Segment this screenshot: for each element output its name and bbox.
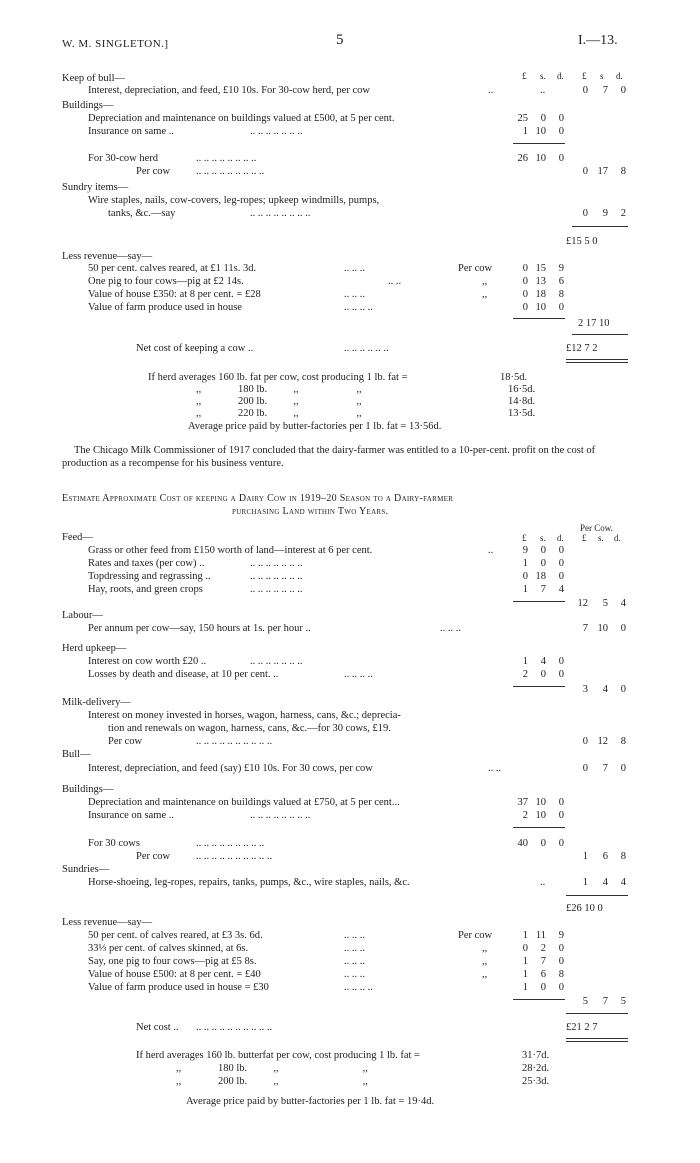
total-rule	[572, 334, 628, 335]
leader-dots: .. .. .. .. .. .. .. .. .. ..	[196, 736, 273, 747]
amount-shillings: 12	[597, 736, 608, 747]
col-head-shillings: s.	[540, 71, 546, 81]
commission-paragraph: The Chicago Milk Commissioner of 1917 concluded that the dairy-farmer was entitled to a 10-per-cent. profit on the cost of production as a recompense for his business venture.	[62, 445, 596, 469]
fat-cost-value: 13·5d.	[508, 408, 536, 419]
leader-dots: ..	[488, 545, 494, 556]
herd-upkeep-heading: Herd upkeep—	[62, 643, 127, 654]
feed-item: Hay, roots, and green crops	[88, 584, 203, 595]
col-head-pound: £	[522, 533, 527, 543]
total-rule	[566, 895, 628, 896]
double-rule	[566, 1038, 628, 1039]
revenue-item: Value of farm produce used in house = £30	[88, 982, 269, 993]
amount-pounds: 1	[522, 558, 528, 569]
leader-dots: .. .. .. ..	[344, 669, 373, 680]
amount-pounds: 0	[522, 302, 528, 313]
average-price-line: Average price paid by butter-factories per 1 lb. fat = 19·4d.	[186, 1096, 435, 1107]
amount-pounds: 0	[582, 763, 588, 774]
amount-shillings: 10	[597, 623, 608, 634]
sundries-line: Horse-shoeing, leg-ropes, repairs, tanks, pumps, &c., wire staples, nails, &c.	[88, 877, 410, 888]
subtotal-rule	[513, 827, 565, 828]
feed-heading: Feed—	[62, 532, 93, 543]
amount-shillings: 10	[535, 810, 546, 821]
amount-pence: 8	[558, 969, 564, 980]
amount-pence: 0	[558, 545, 564, 556]
labour-line: Per annum per cow—say, 150 hours at 1s. per hour ..	[88, 623, 311, 634]
revenue-basis: Per cow	[458, 263, 493, 274]
gross-total: £15 5 0	[566, 236, 598, 247]
col-head-pound-2: £	[582, 533, 587, 543]
fat-cost-value: 31·7d.	[522, 1050, 550, 1061]
amount-shillings: 0	[540, 113, 546, 124]
amount-pence: 9	[558, 263, 564, 274]
buildings-heading: Buildings—	[62, 784, 114, 795]
amount-pence: 0	[558, 126, 564, 137]
col-head-pound-2: £	[582, 71, 587, 81]
bull-heading: Bull—	[62, 749, 91, 760]
amount-pounds: 1	[582, 851, 588, 862]
labour-heading: Labour—	[62, 610, 103, 621]
amount-pence: 0	[558, 113, 564, 124]
amount-pence: 8	[620, 166, 626, 177]
insurance-line: Insurance on same ..	[88, 126, 175, 137]
less-revenue-heading: Less revenue—say—	[62, 917, 153, 928]
amount-pounds: 1	[522, 126, 528, 137]
amount-shillings: 10	[535, 302, 546, 313]
estimate-title-line-2: purchasing Land within Two Years.	[232, 506, 389, 517]
leader-dots: .. .. .. .. .. .. .. .. ..	[196, 166, 265, 177]
amount-pence: 0	[558, 810, 564, 821]
amount-pounds: 1	[582, 877, 588, 888]
amount-pounds: 0	[522, 943, 528, 954]
revenue-item: 50 per cent. calves reared, at £1 11s. 3d.	[88, 263, 257, 274]
amount-shillings: 4	[602, 877, 608, 888]
amount-shillings: 6	[602, 851, 608, 862]
buildings-item: Insurance on same ..	[88, 810, 175, 821]
feed-item: Rates and taxes (per cow) ..	[88, 558, 205, 569]
leader-dots: .. .. .. .. .. .. .. ..	[196, 153, 257, 164]
col-head-pence-2: d.	[614, 533, 621, 543]
amount-pence: 0	[558, 797, 564, 808]
col-head-shillings: s.	[540, 533, 546, 543]
amount-pounds: 0	[522, 571, 528, 582]
buildings-heading: Buildings—	[62, 100, 114, 111]
amount-pounds: 37	[517, 797, 528, 808]
per-cow-line: Per cow	[136, 166, 171, 177]
fat-cost-row: ,, 220 lb. ,, ,,	[196, 408, 362, 419]
fat-cost-value: 16·5d.	[508, 384, 536, 395]
buildings-item: Depreciation and maintenance on buildings valued at £750, at 5 per cent...	[88, 797, 400, 808]
net-cost-total: £12 7 2	[566, 343, 598, 354]
subtotal-rule	[513, 601, 565, 602]
amount-shillings: 4	[602, 684, 608, 695]
net-cost-line: Net cost ..	[136, 1022, 179, 1033]
double-rule	[566, 1041, 628, 1042]
leader-dots: .. .. ..	[344, 956, 365, 967]
herd-upkeep-item: Interest on cow worth £20 ..	[88, 656, 207, 667]
amount-pounds: 1	[522, 969, 528, 980]
revenue-basis: ,,	[482, 956, 488, 967]
amount-shillings: 7	[540, 956, 546, 967]
amount-pounds: 0	[522, 263, 528, 274]
leader-dots: .. .. .. .. .. .. .. .. .. ..	[196, 851, 273, 862]
amount-shillings: 0	[540, 982, 546, 993]
leader-dots: .. .. ..	[344, 969, 365, 980]
col-head-pence: d.	[557, 533, 564, 543]
amount-shillings: 7	[602, 85, 608, 96]
amount-pence: 0	[558, 982, 564, 993]
amount-shillings: 6	[540, 969, 546, 980]
double-rule	[566, 359, 628, 360]
col-head-shillings-2: s	[600, 71, 604, 81]
revenue-basis: ,,	[482, 276, 488, 287]
amount-pence: 2	[620, 208, 626, 219]
amount-pounds: 0	[582, 85, 588, 96]
col-head-pound: £	[522, 71, 527, 81]
leader-dots: .. .. .. .. .. .. .. ..	[250, 208, 311, 219]
revenue-basis: ,,	[482, 969, 488, 980]
amount-pence: 5	[620, 996, 626, 1007]
net-cost-line: Net cost of keeping a cow ..	[136, 343, 254, 354]
amount-pounds: 0	[522, 289, 528, 300]
running-head-author: W. M. SINGLETON.]	[62, 38, 169, 50]
amount-pounds: 25	[517, 113, 528, 124]
fat-cost-row: ,, 180 lb. ,, ,,	[176, 1063, 368, 1074]
fat-cost-value: 18·5d.	[500, 372, 528, 383]
fat-cost-row: If herd averages 160 lb. butterfat per cow, cost producing 1 lb. fat =	[136, 1050, 420, 1061]
amount-pounds: 1	[522, 982, 528, 993]
amount-pence: 4	[558, 584, 564, 595]
amount-pence: 0	[558, 838, 564, 849]
amount-pounds: 0	[582, 166, 588, 177]
amount-shillings: 7	[602, 763, 608, 774]
leader-dots: .. .. ..	[440, 623, 461, 634]
amount-shillings: 7	[540, 584, 546, 595]
per-cow-heading: Per Cow.	[580, 523, 613, 533]
amount-pence: 8	[558, 289, 564, 300]
sundries-heading: Sundries—	[62, 864, 110, 875]
subtotal-rule	[513, 318, 565, 319]
fat-cost-value: 28·2d.	[522, 1063, 550, 1074]
leader-dots: .. .. .. .. .. .. .. .. ..	[196, 838, 265, 849]
fat-cost-row: If herd averages 160 lb. fat per cow, cost producing 1 lb. fat =	[148, 372, 408, 383]
amount-shillings: 0	[540, 545, 546, 556]
amount-pence: 8	[620, 736, 626, 747]
subtotal-rule	[513, 686, 565, 687]
leader-dots: .. .. .. .. .. .. ..	[250, 126, 303, 137]
leader-dots: ..	[488, 85, 494, 96]
fat-cost-value: 14·8d.	[508, 396, 536, 407]
for-30-cows-line: For 30 cows	[88, 838, 140, 849]
amount-pounds: 3	[582, 684, 588, 695]
amount-shillings: 9	[602, 208, 608, 219]
milk-per-cow: Per cow	[108, 736, 143, 747]
total-rule	[566, 1013, 628, 1014]
double-rule	[566, 362, 628, 363]
leader-dots: .. .. .. .. .. .. ..	[250, 584, 303, 595]
leader-dots: .. .. ..	[344, 943, 365, 954]
average-price-line: Average price paid by butter-factories per 1 lb. fat = 13·56d.	[188, 421, 442, 432]
amount-pounds: 1	[522, 956, 528, 967]
leader-dots: .. .. .. .. .. .. ..	[250, 571, 303, 582]
amount-shillings: 10	[535, 797, 546, 808]
amount-shillings: 7	[602, 996, 608, 1007]
total-rule	[572, 226, 628, 227]
amount-pence: 0	[558, 153, 564, 164]
amount-shillings: 15	[535, 263, 546, 274]
amount-pounds: 2	[522, 669, 528, 680]
amount-shillings: 18	[535, 571, 546, 582]
feed-item: Topdressing and regrassing ..	[88, 571, 211, 582]
estimate-title: Estimate Approximate Cost of keeping a Dairy Cow in 1919–20 Season to a Dairy-farmer	[62, 493, 454, 504]
amount-pounds: 5	[582, 996, 588, 1007]
amount-pounds: 1	[522, 656, 528, 667]
revenue-item: Value of house £500: at 8 per cent. = £40	[88, 969, 261, 980]
leader-dots: .. .. .. .. .. .. .. .. .. ..	[196, 1022, 273, 1033]
leader-dots: .. .. .. .. .. ..	[344, 343, 389, 354]
amount-shillings: 10	[535, 126, 546, 137]
keep-of-bull-line: Interest, depreciation, and feed, £10 10s. For 30-cow herd, per cow	[88, 85, 370, 96]
amount-pounds: 1	[522, 584, 528, 595]
leader-dots: .. ..	[488, 763, 502, 774]
amount-pence: 0	[620, 763, 626, 774]
col-head-shillings-2: s.	[598, 533, 604, 543]
amount-pence: 0	[558, 956, 564, 967]
milk-delivery-line-2: tion and renewals on wagon, harness, cans, &c.—for 30 cows, £19.	[108, 723, 391, 734]
amount-shillings: 5	[602, 598, 608, 609]
amount-pence: 4	[620, 877, 626, 888]
amount-pence: 9	[558, 930, 564, 941]
feed-item: Grass or other feed from £150 worth of land—interest at 6 per cent.	[88, 545, 373, 556]
revenue-item: 50 per cent. of calves reared, at £3 3s. 6d.	[88, 930, 263, 941]
amount-pence: 6	[558, 276, 564, 287]
leader-dots: .. .. .. .. .. .. .. ..	[250, 810, 311, 821]
revenue-total: 2 17 10	[578, 318, 610, 329]
document-reference: I.—13.	[578, 33, 618, 48]
amount-pence: 0	[558, 669, 564, 680]
amount-pence: 8	[620, 851, 626, 862]
amount-pounds: 12	[577, 598, 588, 609]
amount-pence: 0	[620, 85, 626, 96]
amount-pence: 0	[558, 656, 564, 667]
herd-upkeep-item: Losses by death and disease, at 10 per cent. ..	[88, 669, 279, 680]
col-head-pence-2: d.	[616, 71, 623, 81]
bull-line: Interest, depreciation, and feed (say) £10 10s. For 30 cows, per cow	[88, 763, 373, 774]
less-revenue-heading: Less revenue—say—	[62, 251, 153, 262]
revenue-item: One pig to four cows—pig at £2 14s.	[88, 276, 244, 287]
leader-dots: .. .. ..	[344, 263, 365, 274]
revenue-item: Say, one pig to four cows—pig at £5 8s.	[88, 956, 257, 967]
amount-pence: 4	[620, 598, 626, 609]
page-number: 5	[336, 32, 344, 48]
milk-delivery-heading: Milk-delivery—	[62, 697, 131, 708]
leader-dots: .. .. .. .. .. .. ..	[250, 558, 303, 569]
depreciation-line: Depreciation and maintenance on buildings valued at £500, at 5 per cent.	[88, 113, 395, 124]
col-head-pence: d.	[557, 71, 564, 81]
amount-pounds: 1	[522, 930, 528, 941]
revenue-item: Value of house £350: at 8 per cent. = £28	[88, 289, 261, 300]
amount-pounds: 40	[517, 838, 528, 849]
revenue-basis: Per cow	[458, 930, 493, 941]
amount-pence: 0	[558, 943, 564, 954]
fat-cost-value: 25·3d.	[522, 1076, 550, 1087]
amount-pence: 0	[558, 302, 564, 313]
leader-dots: .. .. .. ..	[344, 982, 373, 993]
amount-shillings: 0	[540, 558, 546, 569]
sundry-line-2: tanks, &c.—say	[108, 208, 176, 219]
amount-shillings: 18	[535, 289, 546, 300]
net-cost-total: £21 2 7	[566, 1022, 598, 1033]
amount-pounds: 0	[582, 208, 588, 219]
subtotal-rule	[513, 143, 565, 144]
amount-pence: 0	[558, 571, 564, 582]
revenue-basis: ,,	[482, 943, 488, 954]
fat-cost-row: ,, 180 lb. ,, ,,	[196, 384, 362, 395]
milk-delivery-line-1: Interest on money invested in horses, wagon, harness, cans, &c.; deprecia-	[88, 710, 401, 721]
amount-shillings: 0	[540, 838, 546, 849]
amount-pounds: 7	[582, 623, 588, 634]
gross-total: £26 10 0	[566, 903, 603, 914]
leader-dots: ..	[540, 877, 546, 888]
amount-shillings: 2	[540, 943, 546, 954]
amount-pence: 0	[620, 684, 626, 695]
leader-dots: .. .. .. ..	[344, 302, 373, 313]
revenue-item: Value of farm produce used in house	[88, 302, 242, 313]
leader-dots: .. .. ..	[344, 289, 365, 300]
amount-pounds: 26	[517, 153, 528, 164]
amount-pounds: 9	[522, 545, 528, 556]
amount-pence: 0	[558, 558, 564, 569]
amount-pence: 0	[620, 623, 626, 634]
leader-dots: .. .. ..	[344, 930, 365, 941]
herd-line: For 30-cow herd	[88, 153, 158, 164]
fat-cost-row: ,, 200 lb. ,, ,,	[176, 1076, 368, 1087]
leader-dots: .. .. .. .. .. .. ..	[250, 656, 303, 667]
leader-dots: .. ..	[388, 276, 402, 287]
leader-dots: ..	[540, 85, 546, 96]
amount-shillings: 10	[535, 153, 546, 164]
revenue-item: 33⅓ per cent. of calves skinned, at 6s.	[88, 943, 249, 954]
amount-pounds: 0	[522, 276, 528, 287]
subtotal-rule	[513, 999, 565, 1000]
amount-pounds: 2	[522, 810, 528, 821]
sundry-heading: Sundry items—	[62, 182, 129, 193]
amount-shillings: 17	[597, 166, 608, 177]
sundry-line-1: Wire staples, nails, cow-covers, leg-ropes; upkeep windmills, pumps,	[88, 195, 380, 206]
amount-shillings: 4	[540, 656, 546, 667]
per-cow-line: Per cow	[136, 851, 171, 862]
amount-pounds: 0	[582, 736, 588, 747]
amount-shillings: 13	[535, 276, 546, 287]
revenue-basis: ,,	[482, 289, 488, 300]
amount-shillings: 11	[535, 930, 546, 941]
amount-shillings: 0	[540, 669, 546, 680]
fat-cost-row: ,, 200 lb. ,, ,,	[196, 396, 362, 407]
keep-of-bull-heading: Keep of bull—	[62, 73, 125, 84]
